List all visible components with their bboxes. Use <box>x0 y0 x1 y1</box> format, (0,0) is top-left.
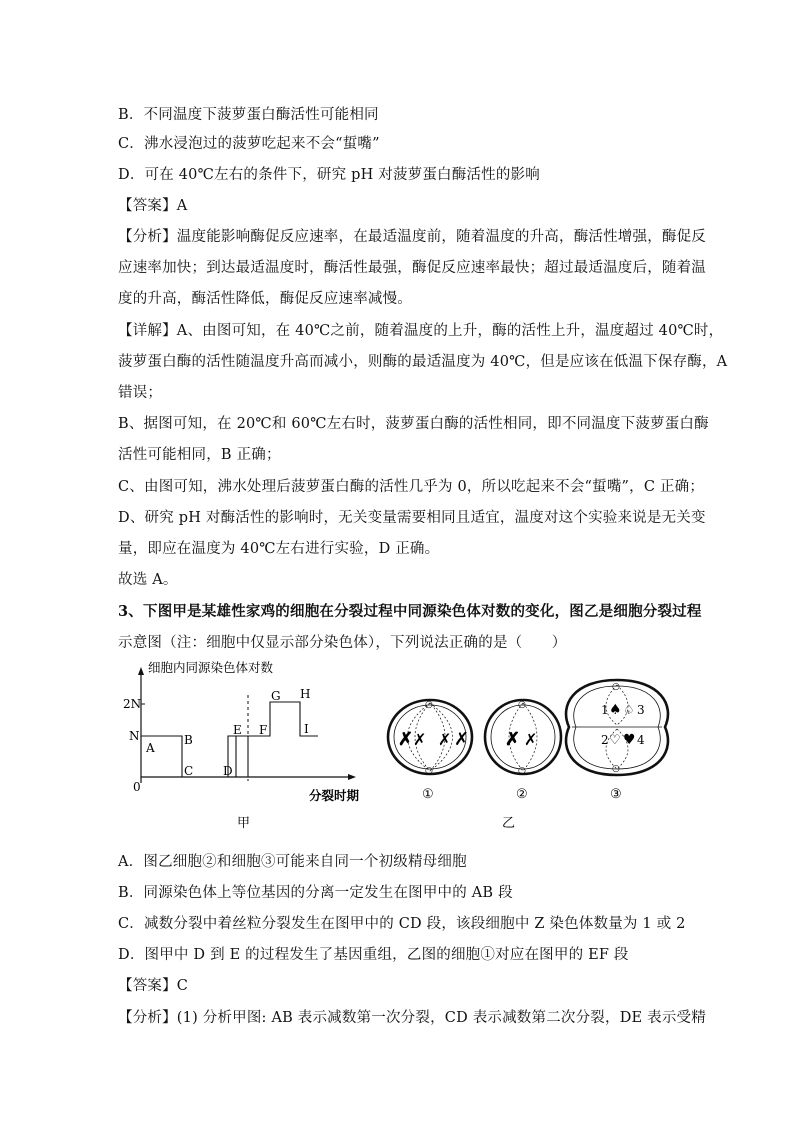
question-3-stem: 3、下图甲是某雄性家鸡的细胞在分裂过程中同源染色体对数的变化，图乙是细胞分裂过程 <box>118 603 702 620</box>
answer: 【答案】C <box>118 978 189 994</box>
option-a: A．图乙细胞②和细胞③可能来自同一个初级精母细胞 <box>118 854 467 870</box>
question-3-stem: 示意图（注：细胞中仅显示部分染色体），下列说法正确的是（ ） <box>118 635 567 651</box>
jia-label-g: G <box>271 689 281 703</box>
chart-jia <box>123 660 360 831</box>
cell-1 <box>388 700 472 802</box>
svg-text:○: ○ <box>425 766 433 776</box>
question-figure <box>120 655 680 835</box>
analysis-line: 【分析】温度能影响酶促反应速率，在最适温度前，随着温度的升高，酶活性增强，酶促反 <box>118 229 706 245</box>
analysis-line: 度的升高，酶活性降低，酶促反应速率减慢。 <box>118 291 412 307</box>
jia-ytick-2n: 2N <box>123 697 142 711</box>
conclusion-line: 故选 A。 <box>118 572 178 588</box>
cell-3 <box>566 680 668 802</box>
svg-text:♠: ♠ <box>609 702 622 718</box>
chrom-3: 3 <box>637 703 645 717</box>
jia-x-arrow <box>348 774 356 780</box>
option-b: B．同源染色体上等位基因的分离一定发生在图甲中的 AB 段 <box>118 885 513 901</box>
cell-label-3: ③ <box>610 787 622 802</box>
option-c-prev: C．沸水浸泡过的菠萝吃起来不会“蜇嘴” <box>118 136 380 152</box>
svg-text:○: ○ <box>518 700 526 710</box>
jia-y-arrow <box>138 667 144 675</box>
analysis-line: 应速率加快；到达最适温度时，酶活性最强，酶促反应速率最快；超过最适温度后，随着温 <box>118 260 706 276</box>
jia-label-e: E <box>233 723 242 737</box>
svg-text:○: ○ <box>612 682 620 692</box>
option-d: D．图甲中 D 到 E 的过程发生了基因重组，乙图的细胞①对应在图甲的 EF 段 <box>118 947 629 963</box>
svg-text:♤: ♤ <box>623 703 635 718</box>
chrom-1: 1 <box>601 703 609 717</box>
svg-text:✗: ✗ <box>505 729 521 750</box>
svg-text:○: ○ <box>518 766 526 776</box>
option-b-prev: B．不同温度下菠萝蛋白酶活性可能相同 <box>118 107 379 123</box>
svg-text:✗: ✗ <box>413 730 427 749</box>
cell-2 <box>485 700 561 802</box>
jia-label-c: C <box>184 764 194 778</box>
chrom-4: 4 <box>637 733 645 747</box>
answer-prev: 【答案】A <box>118 198 188 214</box>
detail-line: B、据图可知，在 20℃和 60℃左右时，菠萝蛋白酶的活性相同，即不同温度下菠萝蛋白酶 <box>118 416 709 432</box>
svg-text:✗: ✗ <box>438 730 452 749</box>
jia-label-d: D <box>223 764 233 778</box>
svg-text:♥: ♥ <box>623 732 636 748</box>
jia-ytick-n: N <box>129 729 140 743</box>
chrom-2: 2 <box>601 733 609 747</box>
detail-line: 量，即应在温度为 40℃左右进行实验，D 正确。 <box>118 541 440 557</box>
detail-line: 错误； <box>118 385 163 401</box>
detail-line: 【详解】A、由图可知，在 40℃之前，随着温度的上升，酶的活性上升，温度超过 40℃时， <box>118 323 724 339</box>
jia-label-a: A <box>146 741 155 755</box>
option-d-prev: D．可在 40℃左右的条件下，研究 pH 对菠萝蛋白酶活性的影响 <box>118 167 540 183</box>
svg-text:○: ○ <box>612 764 620 774</box>
cell-label-1: ① <box>422 787 434 802</box>
yi-caption: 乙 <box>502 816 516 831</box>
detail-line: C、由图可知，沸水处理后菠萝蛋白酶的活性几乎为 0，所以吃起来不会“蜇嘴”，C 正确； <box>118 479 705 495</box>
svg-text:♡: ♡ <box>609 733 621 748</box>
svg-text:✗: ✗ <box>524 730 538 749</box>
jia-label-f: F <box>259 723 268 737</box>
detail-line: 活性可能相同，B 正确； <box>118 447 281 463</box>
detail-line: 菠萝蛋白酶的活性随温度升高而减小，则酶的最适温度为 40℃，但是应该在低温下保存酶，A <box>118 354 728 370</box>
jia-label-i: I <box>304 722 309 736</box>
jia-ytick-0: 0 <box>133 780 141 794</box>
analysis-line: 【分析】(1) 分析甲图: AB 表示减数第一次分裂，CD 表示减数第二次分裂，DE 表示受精 <box>118 1010 706 1026</box>
svg-text:✗: ✗ <box>398 729 414 750</box>
jia-xlabel: 分裂时期 <box>309 788 360 803</box>
jia-ylabel: 细胞内同源染色体对数 <box>148 660 274 675</box>
jia-label-h: H <box>300 687 311 701</box>
option-c: C．减数分裂中着丝粒分裂发生在图甲中的 CD 段，该段细胞中 Z 染色体数量为 1 或 2 <box>118 916 686 932</box>
svg-text:○: ○ <box>425 700 433 710</box>
detail-line: D、研究 pH 对酶活性的影响时，无关变量需要相同且适宜，温度对这个实验来说是无关变 <box>118 510 706 526</box>
cell-label-2: ② <box>516 787 528 802</box>
svg-text:✗: ✗ <box>454 729 470 750</box>
jia-label-b: B <box>184 733 193 747</box>
jia-caption: 甲 <box>237 816 251 831</box>
